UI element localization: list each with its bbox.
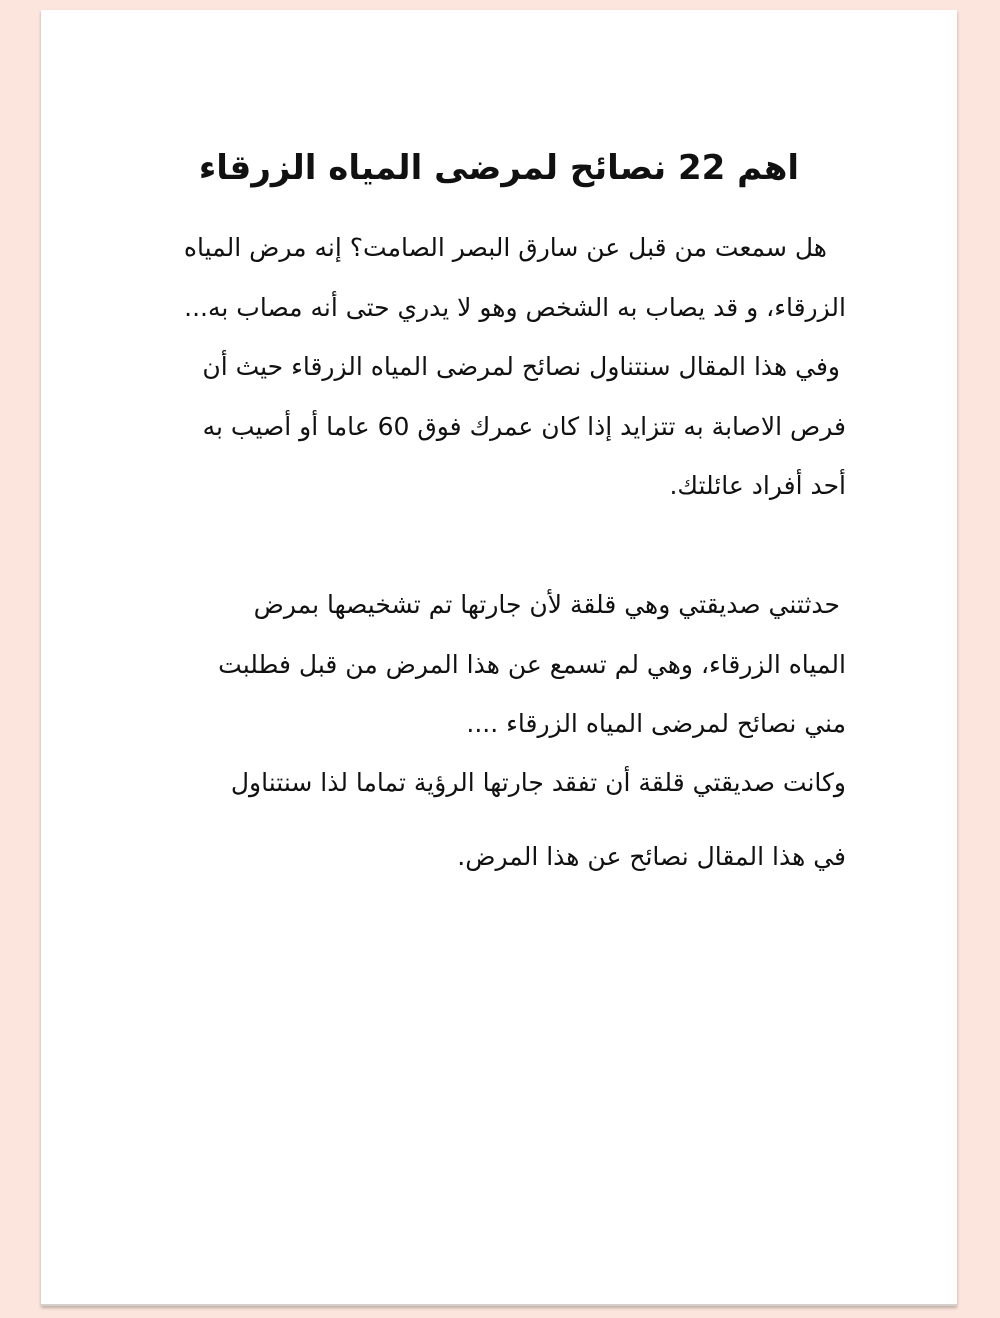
paragraph-1-line-1: هل سمعت من قبل عن سارق البصر الصامت؟ إنه مرض المياه xyxy=(183,233,827,262)
paragraph-2-line-4: وكانت صديقتي قلقة أن تفقد جارتها الرؤية تماما لذا سنتناول xyxy=(230,768,846,797)
paragraph-1-line-2: الزرقاء، و قد يصاب به الشخص وهو لا يدري حتى أنه مصاب به... xyxy=(184,293,846,322)
paragraph-2-line-1: حدثتني صديقتي وهي قلقة لأن جارتها تم تشخيصها بمرض xyxy=(253,590,840,619)
paragraph-2-line-2: المياه الزرقاء، وهي لم تسمع عن هذا المرض من قبل فطلبت xyxy=(218,650,846,679)
paragraph-1-line-4: فرص الاصابة به تتزايد إذا كان عمرك فوق 60 عاما أو أصيب به xyxy=(202,412,846,441)
page-title: اهم 22 نصائح لمرضى المياه الزرقاء xyxy=(198,148,800,188)
paragraph-1-line-5: أحد أفراد عائلتك. xyxy=(669,471,846,500)
paragraph-1-line-3: وفي هذا المقال سنتناول نصائح لمرضى المياه الزرقاء حيث أن xyxy=(202,352,840,381)
document-page xyxy=(41,10,957,1306)
paragraph-2-line-5: في هذا المقال نصائح عن هذا المرض. xyxy=(457,842,846,871)
paragraph-2-line-3: مني نصائح لمرضى المياه الزرقاء .... xyxy=(466,709,846,738)
